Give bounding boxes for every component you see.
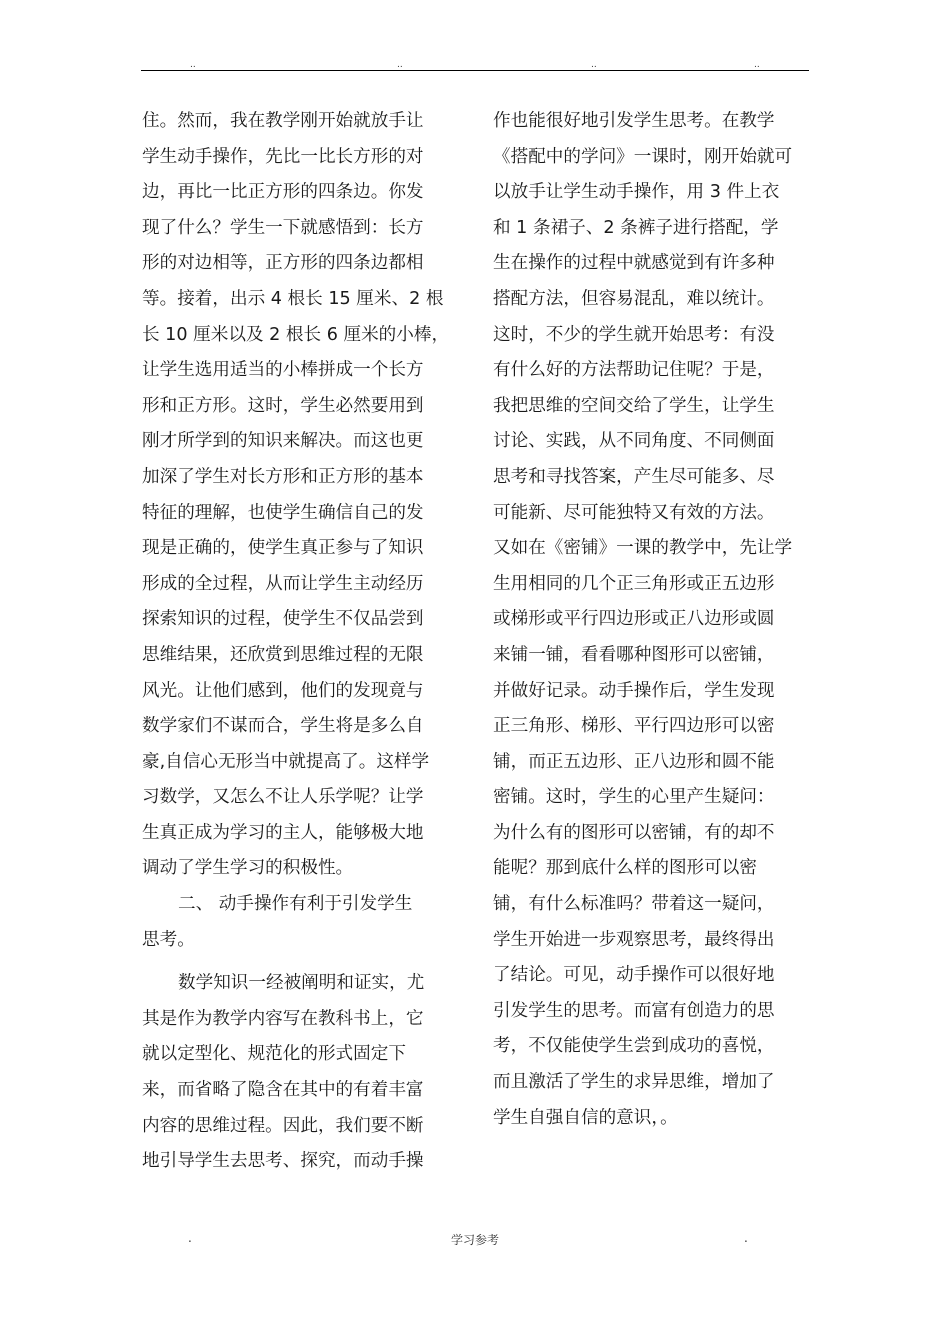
text-line: 搭配方法，但容易混乱，难以统计。 xyxy=(493,288,775,309)
text-line: 正三角形、梯形、平行四边形可以密 xyxy=(493,716,775,737)
text-line: 可能新、尽可能独特又有效的方法。 xyxy=(493,502,775,523)
text-line: 学生动手操作，先比一比长方形的对 xyxy=(142,146,424,167)
text-line: 考，不仅能使学生尝到成功的喜悦， xyxy=(493,1036,775,1057)
right-column xyxy=(493,104,809,1136)
text-line: 特征的理解，也使学生确信自己的发 xyxy=(142,502,424,523)
text-line: 现了什么？学生一下就感悟到：长方 xyxy=(142,217,424,238)
text-line: 其是作为教学内容写在教科书上，它 xyxy=(142,1008,424,1029)
header-mark: .. xyxy=(190,60,196,70)
text-line: 铺，有什么标准吗？带着这一疑问， xyxy=(493,894,775,915)
text-line: 引发学生的思考。而富有创造力的思 xyxy=(493,1000,775,1021)
paragraph-gap xyxy=(142,958,454,966)
text-line: 铺，而正五边形、正八边形和圆不能 xyxy=(493,751,775,772)
text-line: 学生开始进一步观察思考，最终得出 xyxy=(493,929,775,950)
footer-label: 学习参考 xyxy=(450,1233,499,1247)
text-line: 形成的全过程，从而让学生主动经历 xyxy=(142,573,424,594)
text-line: 又如在《密铺》一课的教学中，先让学 xyxy=(493,538,793,559)
section-heading xyxy=(142,887,454,958)
text-line: 生在操作的过程中就感觉到有许多种 xyxy=(493,253,775,274)
header-mark: .. xyxy=(754,60,760,70)
text-line: 思维结果，还欣赏到思维过程的无限 xyxy=(142,644,424,665)
footer-left-mark: . xyxy=(188,1231,192,1245)
text-line: 习数学，又怎么不让人乐学呢？让学 xyxy=(142,787,424,808)
text-line: 来，而省略了隐含在其中的有着丰富 xyxy=(142,1080,424,1101)
text-line: 住。然而，我在教学刚开始就放手让 xyxy=(142,111,424,131)
text-line: 或梯形或平行四边形或正八边形或圆 xyxy=(493,609,775,630)
text-line: 思考和寻找答案，产生尽可能多、尽 xyxy=(493,466,775,487)
text-line: 探索知识的过程，使学生不仅品尝到 xyxy=(142,609,424,630)
text-line: 加深了学生对长方形和正方形的基本 xyxy=(142,466,424,487)
text-line: 我把思维的空间交给了学生，让学生 xyxy=(493,395,775,416)
text-line: 地引导学生去思考、探究，而动手操 xyxy=(142,1151,424,1172)
text-line: 能呢？那到底什么样的图形可以密 xyxy=(493,858,757,879)
header-mark: .. xyxy=(397,60,403,70)
text-line: 数学家们不谋而合，学生将是多么自 xyxy=(142,716,424,737)
text-line: 《搭配中的学问》一课时，刚开始就可 xyxy=(493,146,793,167)
text-line: 刚才所学到的知识来解决。而这也更 xyxy=(142,431,424,452)
text-line: 讨论、实践，从不同角度、不同侧面 xyxy=(493,431,775,452)
text-line: 来铺一铺，看看哪种图形可以密铺， xyxy=(493,644,775,665)
text-line: 了结论。可见，动手操作可以很好地 xyxy=(493,965,775,986)
text-line: 这时，不少的学生就开始思考：有没 xyxy=(493,324,775,345)
text-line: 并做好记录。动手操作后，学生发现 xyxy=(493,680,775,701)
header-mark: .. xyxy=(591,60,597,70)
text-line: 而且激活了学生的求异思维，增加了 xyxy=(493,1072,775,1093)
text-line: 让学生选用适当的小棒拼成一个长方 xyxy=(142,360,424,381)
text-line: 豪,自信心无形当中就提高了。这样学 xyxy=(142,751,430,772)
text-line: 为什么有的图形可以密铺，有的却不 xyxy=(493,822,775,843)
text-line: 生真正成为学习的主人，能够极大地 xyxy=(142,822,424,843)
text-line: 长 10 厘米以及 2 根长 6 厘米的小棒， xyxy=(142,324,450,345)
header-rule xyxy=(141,70,809,71)
text-line: 密铺。这时，学生的心里产生疑问： xyxy=(493,787,775,808)
text-line: 二、 动手操作有利于引发学生 xyxy=(178,894,413,915)
text-line: 调动了学生学习的积极性。 xyxy=(142,858,354,879)
text-line: 等。接着，出示 4 根长 15 厘米、2 根 xyxy=(142,288,444,309)
text-line: 就以定型化、规范化的形式固定下 xyxy=(142,1044,406,1065)
text-line: 有什么好的方法帮助记住呢？于是， xyxy=(493,360,775,381)
text-line: 学生自强自信的意识，。 xyxy=(493,1107,678,1128)
text-line: 思考。 xyxy=(142,929,195,950)
text-line: 现是正确的，使学生真正参与了知识 xyxy=(142,538,424,559)
text-line: 形和正方形。这时，学生必然要用到 xyxy=(142,395,424,416)
text-line: 数学知识一经被阐明和证实，尤 xyxy=(178,973,425,994)
left-column xyxy=(142,104,454,1180)
text-line: 生用相同的几个正三角形或正五边形 xyxy=(493,573,775,594)
text-line: 作也能很好地引发学生思考。在教学 xyxy=(493,111,775,131)
text-line: 以放手让学生动手操作，用 3 件上衣 xyxy=(493,182,780,203)
text-line: 风光。让他们感到，他们的发现竟与 xyxy=(142,680,424,701)
text-line: 边，再比一比正方形的四条边。你发 xyxy=(142,182,424,203)
text-line: 形的对边相等，正方形的四条边都相 xyxy=(142,253,424,274)
text-line: 内容的思维过程。因此，我们要不断 xyxy=(142,1115,424,1136)
footer-right-mark: . xyxy=(744,1231,748,1245)
text-line: 和 1 条裙子、2 条裤子进行搭配，学 xyxy=(493,217,779,238)
